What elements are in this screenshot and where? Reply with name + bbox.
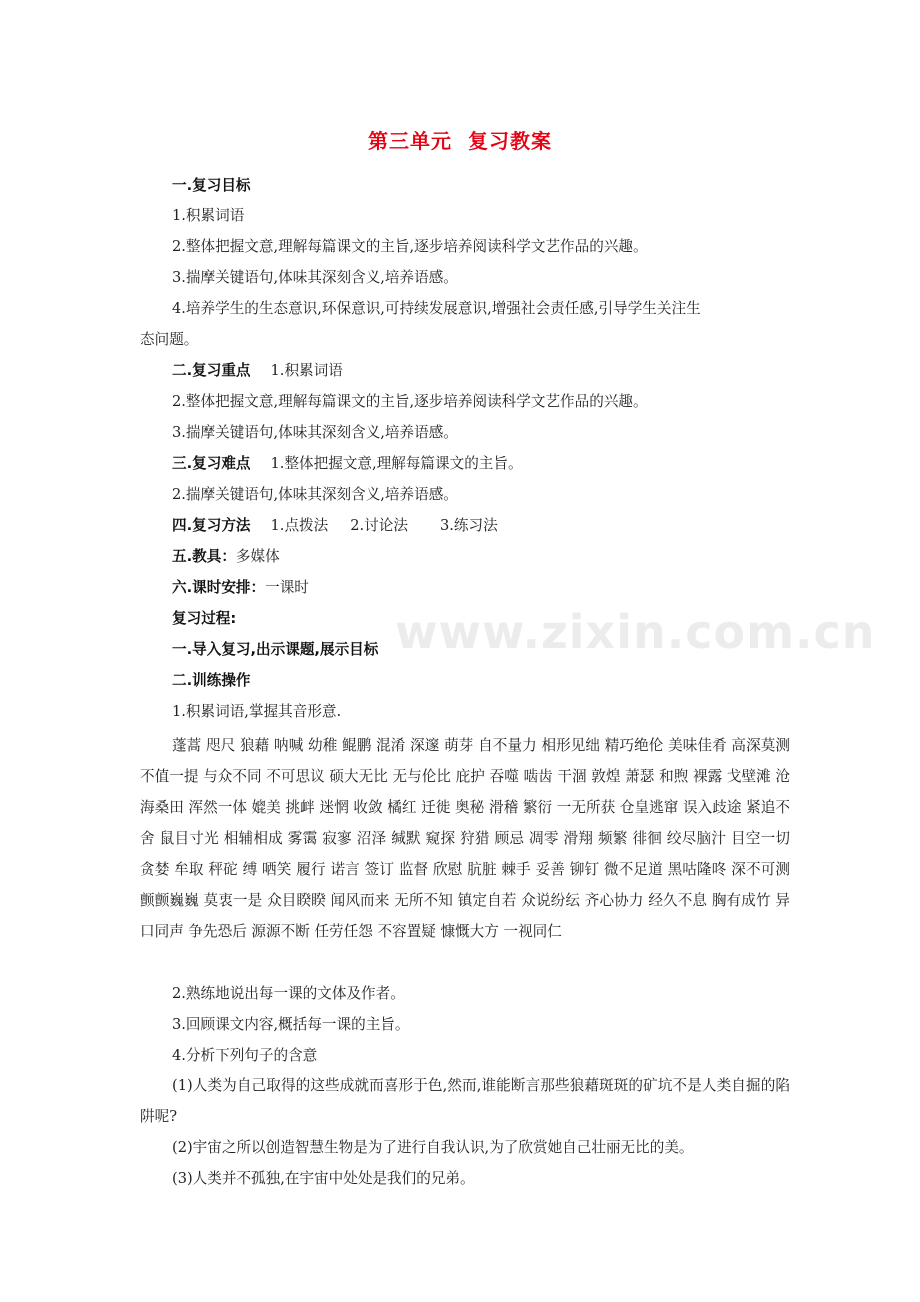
schedule-value: 一课时 (265, 579, 309, 596)
goal-item-continuation: 态问题。 (140, 331, 199, 348)
section-heading-goals: 一.复习目标 (172, 177, 251, 194)
vocabulary-list: 蓬蒿 咫尺 狼藉 呐喊 幼稚 鲲鹏 混淆 深邃 萌芽 自不量力 相形见绌 精巧绝伦 美味佳肴 高深莫测 不值一提 与众不同 不可思议 硕大无比 无与伦比 庇护 吞噬 啮齿 干涸 敦煌 萧瑟 和煦 裸露 戈壁滩 沧海桑田 浑然一体 媲美 挑衅 迷惘 收敛 橘红 迁徙 奥秘 滑稽 繁衍 一无所获 仓皇逃窜 误入歧途 紧追不舍 鼠目寸光 相辅相成 雾霭 寂寥 沼泽 缄默 窥探 狩猎 顾忌 凋零 滑翔 频繁 徘徊 绞尽脑汁 目空一切 贪婪 牟取 秤砣 缚 哂笑 履行 诺言 签订 监督 欣慰 肮脏 棘手 妥善 铆钉 微不足道 黑咕隆咚 深不可测 颤颤巍巍 莫衷一是 众目睽睽 闻风而来 无所不知 镇定自若 众说纷纭 齐心协力 经久不息 胸有成竹 异口同声 争先恐后 源源不断 任劳任怨 不容置疑 慷慨大方 一视同仁 (140, 737, 790, 940)
process-step-heading: 一.导入复习,出示课题,展示目标 (172, 641, 379, 658)
task-item: 1.积累词语,掌握其音形意. (172, 703, 342, 720)
teaching-aids-value: 多媒体 (235, 548, 280, 565)
section-heading-difficulties: 三.复习难点 (172, 455, 251, 472)
task-item: 4.分析下列句子的含意 (172, 1047, 318, 1064)
sentence-question: (1)人类为自己取得的这些成就而喜形于色,然而,谁能断言那些狼藉斑斑的矿坑不是人类自掘的陷阱呢? (140, 1077, 790, 1125)
task-item: 3.回顾课文内容,概括每一课的主旨。 (172, 1016, 410, 1033)
watermark-text: www.zixin.com.cn (395, 605, 876, 659)
process-step-heading: 二.训练操作 (172, 672, 251, 689)
goal-item: 3.揣摩关键语句,体味其深刻含义,培养语感。 (172, 269, 458, 286)
section-heading-methods: 四.复习方法 (172, 517, 251, 534)
section-schedule (172, 578, 309, 598)
key-point-item: 1.积累词语 (270, 362, 343, 379)
goal-item: 1.积累词语 (172, 207, 245, 224)
goal-item: 4.培养学生的生态意识,环保意识,可持续发展意识,增强社会责任感,引导学生关注生 (172, 300, 701, 317)
sentence-question: (2)宇宙之所以创造智慧生物是为了进行自我认识,为了欣赏她自己壮丽无比的美。 (172, 1139, 694, 1156)
section-difficulties (172, 454, 523, 474)
goal-item: 2.整体把握文意,理解每篇课文的主旨,逐步培养阅读科学文艺作品的兴趣。 (172, 238, 648, 255)
difficulty-item: 2.揣摩关键语句,体味其深刻含义,培养语感。 (172, 486, 458, 503)
section-heading-key-points: 二.复习重点 (172, 362, 251, 379)
process-heading: 复习过程: (172, 610, 237, 627)
section-teaching-aids (172, 547, 280, 567)
page-title: 第三单元 复习教案 (368, 129, 552, 153)
method-item: 3.练习法 (439, 517, 498, 534)
key-point-item: 3.揣摩关键语句,体味其深刻含义,培养语感。 (172, 424, 458, 441)
method-item: 1.点拨法 (270, 517, 329, 534)
section-methods (172, 516, 498, 536)
section-heading-teaching-aids: 五.教具： (172, 548, 236, 565)
method-item: 2.讨论法 (350, 517, 408, 534)
difficulty-item: 1.整体把握文意,理解每篇课文的主旨。 (270, 455, 523, 472)
section-key-points (172, 361, 343, 381)
task-item: 2.熟练地说出每一课的文体及作者。 (172, 985, 405, 1002)
key-point-item: 2.整体把握文意,理解每篇课文的主旨,逐步培养阅读科学文艺作品的兴趣。 (172, 393, 648, 410)
section-heading-schedule: 六.课时安排： (172, 579, 266, 596)
sentence-question: (3)人类并不孤独,在宇宙中处处是我们的兄弟。 (172, 1170, 475, 1187)
